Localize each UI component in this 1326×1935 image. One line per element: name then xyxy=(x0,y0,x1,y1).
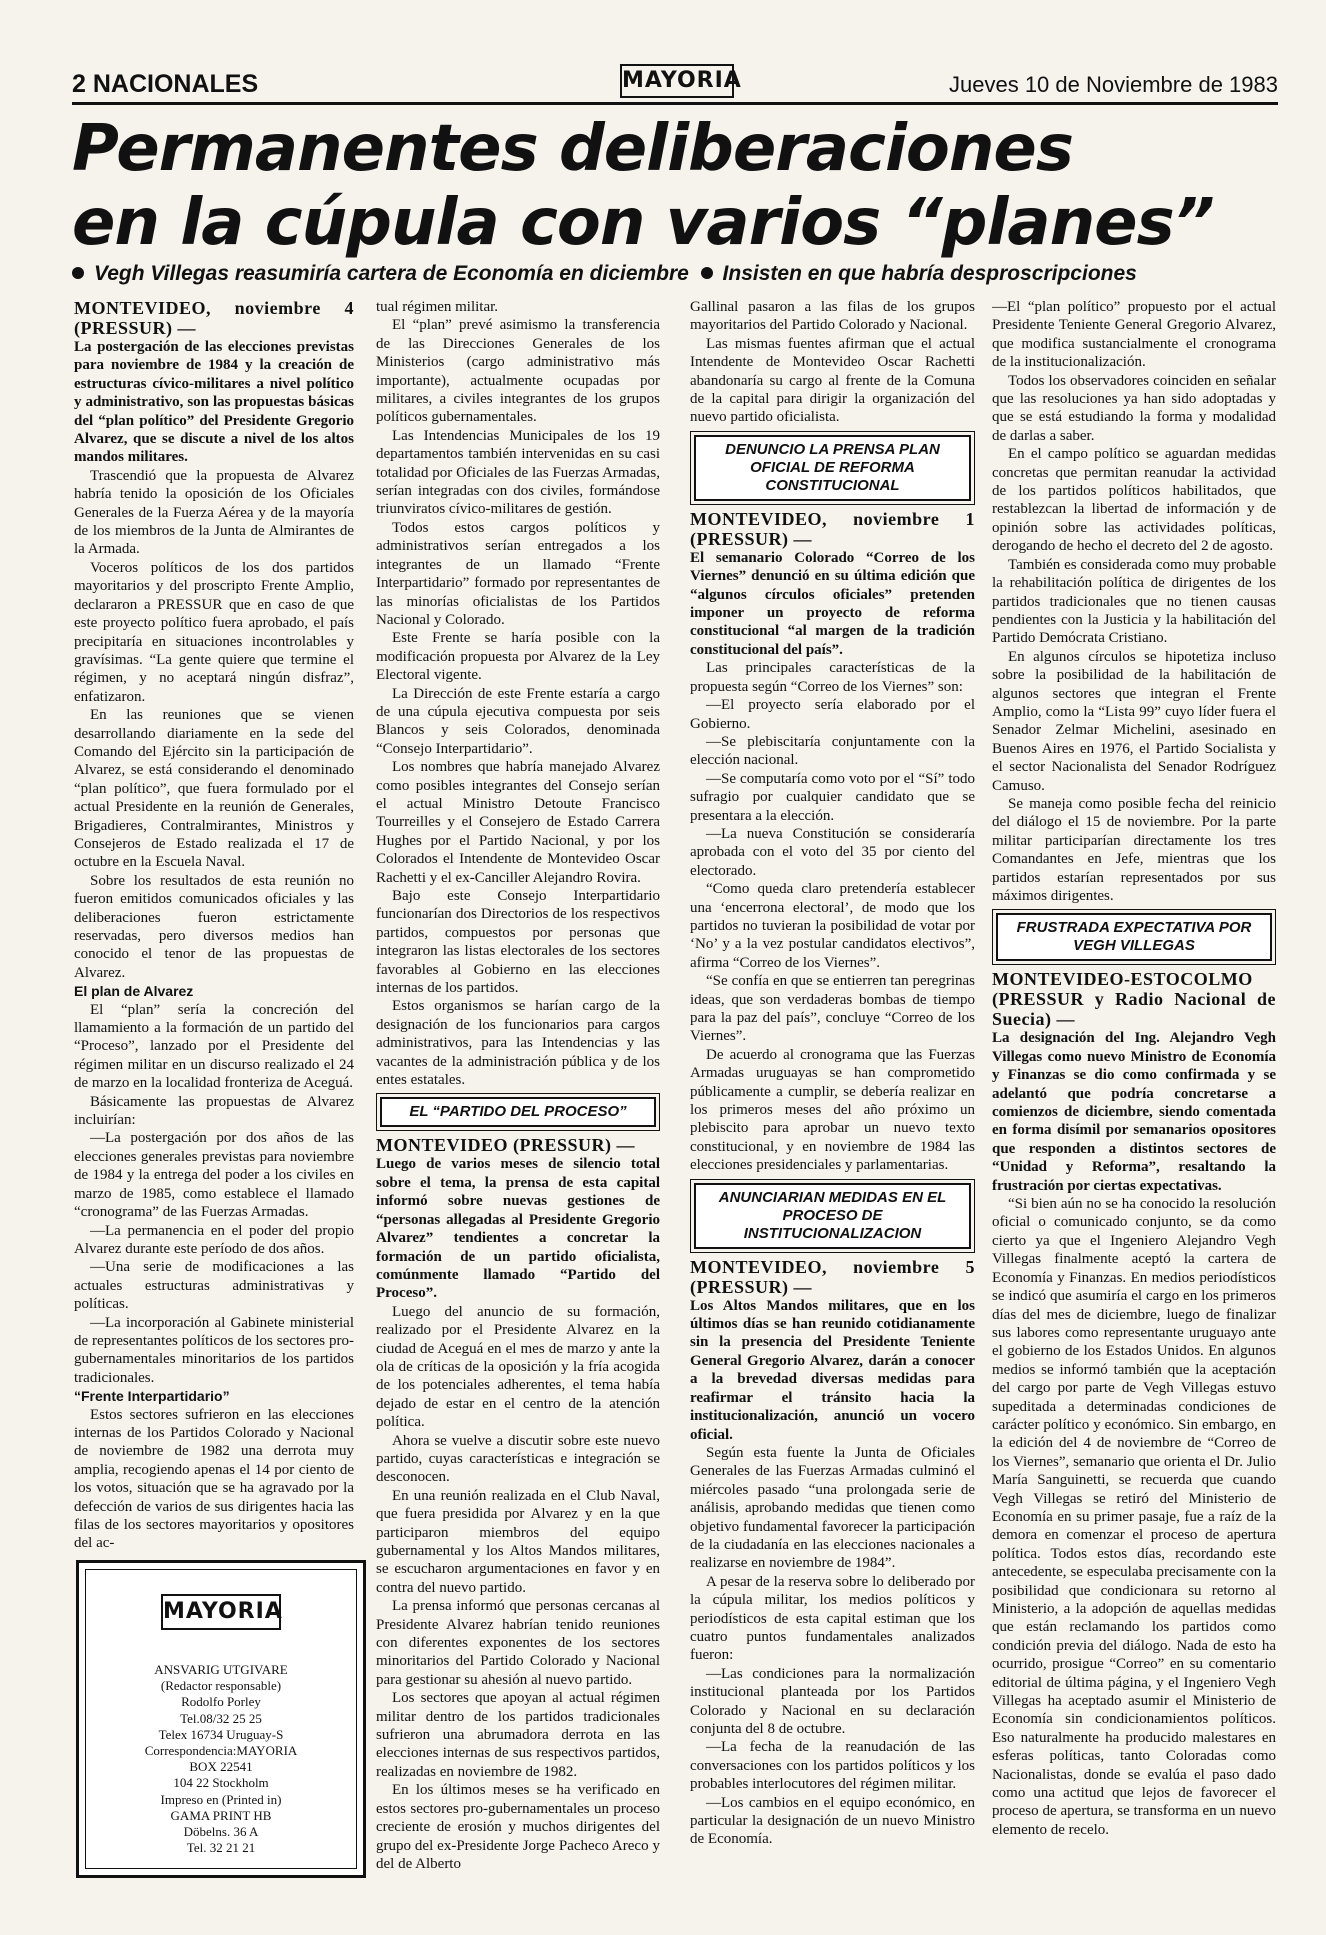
dateline: MONTEVIDEO-ESTOCOLMO (PRESSUR y Radio Nacional de Suecia) — xyxy=(992,969,1276,1030)
section-subheading: El plan de Alvarez xyxy=(74,983,194,1000)
lead-paragraph: Luego de varios meses de silencio total sobre el tema, la prensa de esta capital informó sobre nuevas gestiones de “personas allegadas al Presidente Gregorio Alvarez” tendientes a concretar la formación de un partido oficialista, comúnmente llamado “Partido del Proceso”. xyxy=(376,1156,660,1302)
section-title-box: EL “PARTIDO DEL PROCESO” xyxy=(380,1097,656,1127)
paragraph: Básicamente las propuestas de Alvarez incluirían: xyxy=(74,1093,354,1129)
paragraph: —La fecha de la reanudación de las conversaciones con los partidos políticos y los probables interlocutores del régimen militar. xyxy=(690,1739,975,1793)
imprint-line: Correspondencia:MAYORIA xyxy=(144,1743,298,1759)
section-title-box: FRUSTRADA EXPECTATIVA POR VEGH VILLEGAS xyxy=(996,913,1272,961)
imprint-line: Tel.08/32 25 25 xyxy=(180,1710,262,1726)
paragraph: Estos organismos se harían cargo de la designación de los funcionarios para cargos administrativos, para las Intendencias y las vacantes de la administración pública y de los entes estatales. xyxy=(376,998,660,1089)
paragraph: Según esta fuente la Junta de Oficiales Generales de las Fuerzas Armadas culminó el miércoles pasado “una prolongada serie de análisis, aprobando medidas que tienen como objetivo fundamental favorecer la participación de la ciudadanía en las elecciones nacionales a realizarse en noviembre de 1984”. xyxy=(690,1444,975,1572)
imprint-line: Döbelns. 36 A xyxy=(183,1824,259,1840)
imprint-line: (Redactor responsable) xyxy=(160,1678,282,1694)
paragraph: Bajo este Consejo Interpartidario funcionarían dos Directorios de los respectivos partidos, compuestos por personas que integraron las listas electorales de los sectores favorables al Gobierno en las elecciones internas de los partidos. xyxy=(376,888,660,997)
paragraph: —Se plebiscitaría conjuntamente con la elección nacional. xyxy=(690,733,975,769)
masthead-box-logo: MAYORIA xyxy=(161,1594,281,1630)
lead-paragraph: El semanario Colorado “Correo de los Viernes” denunció en su última edición que “algunos círculos oficiales” pretenden imponer un proyecto de reforma constitucional “al margen de la tradición constitucional del país”. xyxy=(690,549,975,658)
paragraph: Las mismas fuentes afirman que el actual Intendente de Montevideo Oscar Rachetti abandonaría su cargo al frente de la Comuna de la capital para dirigir la organización del nuevo partido oficialista. xyxy=(690,335,975,426)
section-title-box: ANUNCIARIAN MEDIDAS EN EL PROCESO DE INSTITUCIONALIZACION xyxy=(694,1183,971,1249)
paragraph: Trascendió que la propuesta de Alvarez habría tenido la oposición de los Oficiales Generales de la Fuerza Aérea y de la mayoría de los miembros de la Junta de Almirantes de la Armada. xyxy=(74,467,354,558)
paragraph: Ahora se vuelve a discutir sobre este nuevo partido, cuyas características e integración se desconocen. xyxy=(376,1432,660,1486)
lead-paragraph: Los Altos Mandos militares, que en los últimos días se han reunido cotidianamente sin la presencia del Presidente Teniente General Gregorio Alvarez, darán a conocer a la brevedad diversas medidas para reafirmar el tránsito hacia la institucionalización, anunció un vocero oficial. xyxy=(690,1297,975,1443)
column-2 xyxy=(376,298,660,1928)
lead-paragraph: La postergación de las elecciones previstas para noviembre de 1984 y la creación de estructuras cívico-militares a nivel político y administrativo, son las propuestas básicas del “plan político” del Presidente Gregorio Alvarez, que se discute a nivel de los altos mandos militares. xyxy=(74,339,354,466)
paragraph: —Los cambios en el equipo económico, en particular la designación de un nuevo Ministro de Economía. xyxy=(690,1794,975,1848)
imprint-line: ANSVARIG UTGIVARE xyxy=(154,1662,288,1677)
paragraph: —Se computaría como voto por el “Sí” todo sufragio por cualquier candidato que se presentara a la elección. xyxy=(690,770,975,824)
imprint-line: Rodolfo Porley xyxy=(181,1694,261,1710)
paragraph: Las Intendencias Municipales de los 19 departamentos también intervenidas en su casi totalidad por Oficiales de las Fuerzas Armadas, serían integradas con dos civiles, formándose triunviratos cívico-militares de gestión. xyxy=(376,427,660,518)
paragraph: “Como queda claro pretendería establecer una ‘encerrona electoral’, de modo que los partidos no tuvieran la posibilidad de votar por ‘No’ y a la vez postular candidatos electivos”, afirma “Correo de los Viernes”. xyxy=(690,881,975,971)
paragraph: La Dirección de este Frente estaría a cargo de una cúpula ejecutiva compuesta por seis Blancos y seis Colorados, denominada “Consejo Interpartidario”. xyxy=(376,685,660,757)
paragraph: —El proyecto sería elaborado por el Gobierno. xyxy=(690,697,975,732)
paragraph: “Si bien aún no se ha conocido la resolución oficial o comunicado conjunto, se da como cierto ya que el Ingeniero Alejandro Vegh Villegas finalmente aceptó la cartera de Economía y Finanzas. En medios periodísticos se indicó que asumiría el cargo en los primeros días del mes de diciembre, luego de finalizar sus labores como representante uruguayo ante el gobierno de los Estados Unidos. En algunos medios se informó también que la aceptación del cargo por parte de Vegh Villegas estuvo supeditada a determinadas condiciones de carácter político y económico. Sin embargo, en la edición del 4 de noviembre de “Correo de los Viernes”, semanario que orienta el Dr. Julio María Sanguinetti, se recuerda que cuando Vegh Villegas se retiró del Ministerio de Economía en su primer pasaje, fue a raíz de la demora en comenzar el proceso de apertura política. Todos estos días, recordando este antecedente, se especulaba precisamente con la posibilidad que condicionara su retorno al Ministerio, a la adopción de aquellas medidas que están reclamando los partidos como condición previa del diálogo. Nada de esto ha ocurrido, prosigue “Correo” en su comentario editorial de última página, y el Ingeniero Vegh Villegas ha aceptado asumir el Ministerio de Economía sin condicionamientos políticos. Eso naturalmente ha producido malestares en esferas políticas, tanto Coloradas como Nacionalistas, donde se evalúa el paso dado como una actitud que lejos de favorecer el proceso de apertura, se transforma en un nuevo elemento de recelo. xyxy=(992,1196,1276,1838)
imprint-line: BOX 22541 xyxy=(189,1759,253,1775)
imprint-line: Tel. 32 21 21 xyxy=(186,1840,256,1856)
paragraph: Todos los observadores coinciden en señalar que las resoluciones ya han sido adoptadas y que se está estudiando la forma y modalidad de darlas a saber. xyxy=(992,372,1276,444)
section-label: 2 NACIONALES xyxy=(72,70,259,98)
paragraph: A pesar de la reserva sobre lo deliberado por la cúpula militar, los medios políticos y periodísticos de esta capital estiman que los cuatro puntos fundamentales analizados fueron: xyxy=(690,1573,975,1664)
subhead-part-2: Insisten en que habría desproscripciones xyxy=(722,262,1137,285)
subheadline xyxy=(72,262,1292,286)
paragraph: También es considerada como muy probable la rehabilitación política de dirigentes de los partidos tradicionales que no tienen causas pendientes con la Justicia y la habilitación del Partido Demócrata Cristiano. xyxy=(992,556,1276,647)
column-3 xyxy=(690,298,975,1928)
paragraph: —La incorporación al Gabinete ministerial de representantes políticos de los sectores pro-gubernamentales minoritarios de los partidos tradicionales. xyxy=(74,1314,354,1386)
paragraph: Todos estos cargos políticos y administrativos serían entregados a los integrantes de un llamado “Frente Interpartidario” formado por representantes de las minorías oficialistas de los Partidos Nacional y Colorado. xyxy=(376,519,660,628)
section-title-box: DENUNCIO LA PRENSA PLAN OFICIAL DE REFORMA CONSTITUCIONAL xyxy=(694,435,971,501)
paragraph: —La permanencia en el poder del propio Alvarez durante este período de dos años. xyxy=(74,1222,354,1257)
imprint-line: Telex 16734 Uruguay-S xyxy=(158,1726,284,1742)
paragraph: —La nueva Constitución se consideraría aprobada con el voto del 35 por ciento del electorado. xyxy=(690,825,975,879)
imprint-line: GAMA PRINT HB xyxy=(170,1807,272,1823)
paragraph: Se maneja como posible fecha del reinicio del diálogo el 15 de noviembre. Por la parte militar participarían directamente los tres Comandantes en Jefe, mientras que los partidos estarían representados por sus máximos dirigentes. xyxy=(992,795,1276,904)
paragraph: El “plan” sería la concreción del llamamiento a la formación de un partido del “Proceso”, lanzado por el Presidente del régimen militar en un discurso realizado el 24 de marzo en la localidad fronteriza de Aceguá. xyxy=(74,1001,354,1092)
paragraph: —Las condiciones para la normalización institucional planteada por los Partidos Colorado y Nacional en su declaración conjunta del 8 de octubre. xyxy=(690,1665,975,1737)
paragraph: La prensa informó que personas cercanas al Presidente Alvarez habrían tenido reuniones con diferentes exponentes de los sectores minoritarios del Partido Colorado y Nacional para gestionar su ahesión al nuevo partido. xyxy=(376,1598,660,1688)
paragraph: Gallinal pasaron a las filas de los grupos mayoritarios del Partido Colorado y Nacional. xyxy=(690,299,975,334)
headline-line-1: Permanentes deliberaciones xyxy=(72,112,1073,186)
paragraph: Sobre los resultados de esta reunión no fueron emitidos comunicados oficiales y las deliberaciones fueron estrictamente reservadas, pero diversos medios han conocido el tenor de las propuestas de Alvarez. xyxy=(74,872,354,981)
paragraph: —La postergación por dos años de las elecciones generales previstas para noviembre de 1984 y la entrega del poder a los civiles en marzo de 1985, como establece el llamado “cronograma” de las Fuerzas Armadas. xyxy=(74,1130,354,1221)
paragraph: —Una serie de modificaciones a las actuales estructuras administrativas y políticas. xyxy=(74,1259,354,1313)
column-4 xyxy=(992,298,1276,1928)
headline xyxy=(72,112,1292,260)
page-header xyxy=(72,64,1278,105)
headline-line-2: en la cúpula con varios “planes” xyxy=(72,186,1214,260)
dateline: MONTEVIDEO, noviembre 1 (PRESSUR) — xyxy=(690,508,975,549)
paragraph: De acuerdo al cronograma que las Fuerzas Armadas uruguayas se han comprometido públicamente a cumplir, se debería realizar en los primeros meses del año próximo un plebiscito para aprobar un nuevo texto constitucional, y en noviembre de 1984 las elecciones presidenciales y parlamentarias. xyxy=(690,1046,975,1174)
dateline: MONTEVIDEO, noviembre 5 (PRESSUR) — xyxy=(690,1256,975,1297)
paragraph: —El “plan político” propuesto por el actual Presidente Teniente General Gregorio Alvarez, que modifica sustancialmente el cronograma de la institucionalización. xyxy=(992,299,1276,371)
bullet-icon xyxy=(701,267,713,279)
masthead-box-inner xyxy=(85,1569,357,1869)
paragraph: “Se confía en que se entierren tan peregrinas ideas, que son verdaderas bombas de tiempo para la paz del país”, concluye “Correo de los Viernes”. xyxy=(690,973,975,1045)
imprint-line: 104 22 Stockholm xyxy=(173,1775,269,1791)
paragraph: En el campo político se aguardan medidas concretas que permitan reanudar la actividad de los partidos políticos habilitados, que restablezcan la libertad de información y de opinión sobre las actividades políticas, derogando de hecho el decreto del 2 de agosto. xyxy=(992,446,1276,555)
lead-paragraph: La designación del Ing. Alejandro Vegh Villegas como nuevo Ministro de Economía y Finanzas se dio como confirmada y se adelantó que podría concretarse a comienzos de diciembre, siendo comentada en forma disímil por semanarios opositores que responden a distintos sectores de “Unidad y Reforma”, resaltando la frustración por ciertas expectativas. xyxy=(992,1030,1276,1194)
paragraph: tual régimen militar. xyxy=(376,299,499,315)
paragraph: En las reuniones que se vienen desarrollando diariamente en la sede del Comando del Ejército sin la participación de Alvarez, se está considerando el denominado “plan político”, que fuera formulado por el actual Presidente en la reunión de Generales, Brigadieres, Contralmirantes, Ministros y Consejeros de Estado realizada el 17 de octubre en la Escuela Naval. xyxy=(74,707,354,871)
paragraph: Luego del anuncio de su formación, realizado por el Presidente Alvarez en la ciudad de Aceguá en el mes de marzo y ante la ola de críticas de la oposición y la fría acogida de los potenciales adherentes, el tema había dejado de estar en el centro de la atención política. xyxy=(376,1303,660,1431)
paragraph: Los sectores que apoyan al actual régimen militar dentro de los partidos tradicionales sufrieron una abrumadora derrota en las elecciones internas de sus respectivos partidos, realizadas en noviembre de 1982. xyxy=(376,1690,660,1780)
subhead-part-1: Vegh Villegas reasumiría cartera de Economía en diciembre xyxy=(94,262,689,285)
bullet-icon xyxy=(72,267,84,279)
dateline: MONTEVIDEO (PRESSUR) — xyxy=(376,1135,636,1156)
paragraph: Los nombres que habría manejado Alvarez como posibles integrantes del Consejo serían el actual Ministro Detoute Francisco Tourreilles y el Consejero de Estado Carrera Hughes por el Partido Nacional, y por los Colorados el Intendente de Montevideo Oscar Rachetti y el ex-Canciller Alejandro Rovira. xyxy=(376,759,660,886)
paragraph: Voceros políticos de los dos partidos mayoritarios y del proscripto Frente Amplio, declararon a PRESSUR que en caso de que este proyecto político fuera aprobado, el país precipitaría en situaciones incontrolables y gravísimas. “La gente quiere que termine el régimen, y no aceptará ningún disfraz”, enfatizaron. xyxy=(74,559,354,705)
section-subheading: “Frente Interpartidario” xyxy=(74,1388,230,1405)
paragraph: Estos sectores sufrieron en las elecciones internas de los Partidos Colorado y Nacional de noviembre de 1982 una derrota muy amplia, recogiendo apenas el 14 por ciento de los votos, situación que se ha agravado por la defección de varios de sus dirigentes hacia las filas de los sectores mayoritarios y opositores del ac- xyxy=(74,1406,354,1552)
paragraph: En algunos círculos se hipotetiza incluso sobre la posibilidad de la habilitación de algunos sectores que integran el Frente Amplio, como la “Lista 99” cuyo líder fuera el Senador Zelmar Michelini, asesinado en Buenos Aires en 1976, el Partido Socialista y el sector Nacionalista del Senador Rodríguez Camuso. xyxy=(992,648,1276,794)
paragraph: El “plan” prevé asimismo la transferencia de las Direcciones Generales de los Ministerios (cargo administrativo más importante), actualmente ocupadas por militares, a civiles integrantes de los grupos políticos gubernamentales. xyxy=(376,317,660,426)
issue-date: Jueves 10 de Noviembre de 1983 xyxy=(949,72,1278,97)
masthead-box xyxy=(76,1560,366,1878)
paragraph: En una reunión realizada en el Club Naval, que fuera presidida por Alvarez y en la que participaron miembros del equipo gubernamental y los Altos Mandos militares, se escucharon argumentaciones en favor y en contra del nuevo partido. xyxy=(376,1487,660,1596)
dateline: MONTEVIDEO, noviembre 4 (PRESSUR) — xyxy=(74,298,354,338)
paragraph: Las principales características de la propuesta según “Correo de los Viernes” son: xyxy=(690,660,975,695)
paragraph: Este Frente se haría posible con la modificación propuesta por Alvarez de la Ley Electoral vigente. xyxy=(376,630,660,684)
paragraph: En los últimos meses se ha verificado en estos sectores pro-gubernamentales un proceso creciente de erosión y muchos dirigentes del grupo del ex-Presidente Jorge Pacheco Areco y del de Alberto xyxy=(376,1782,660,1872)
imprint-line: Impreso en (Printed in) xyxy=(160,1791,282,1807)
masthead-logo: MAYORIA xyxy=(620,64,734,98)
